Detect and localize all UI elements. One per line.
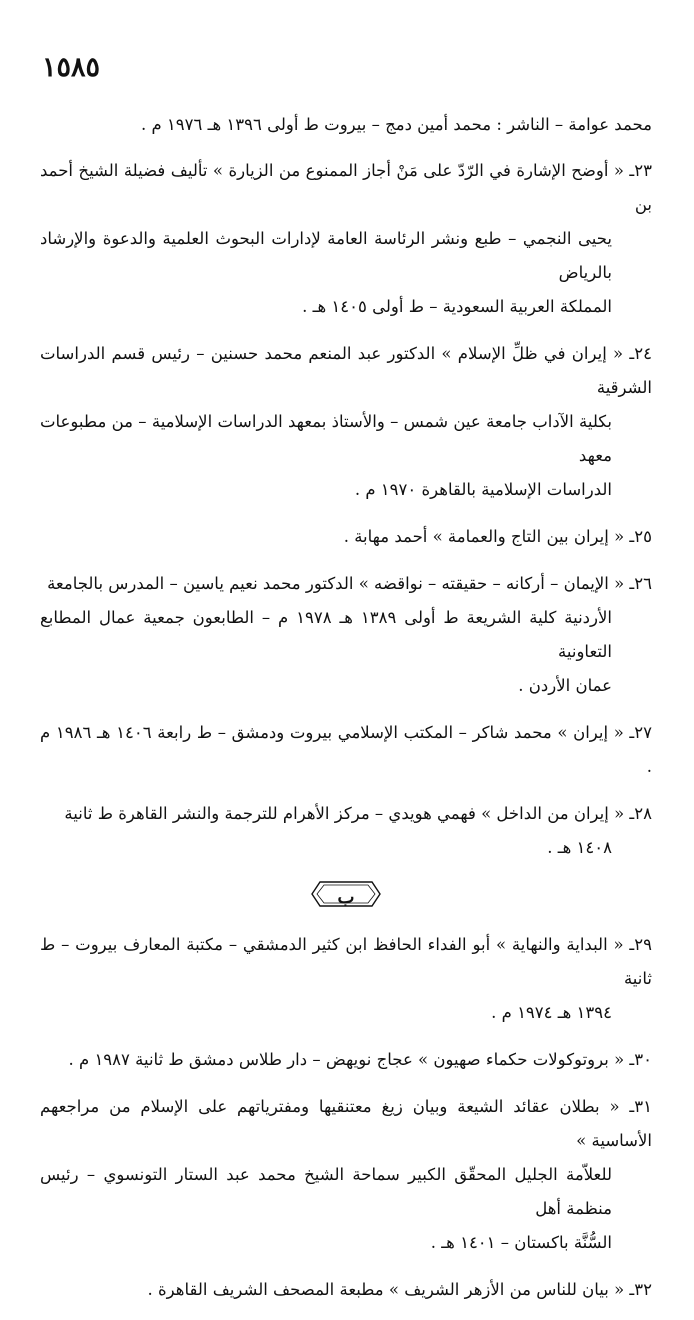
entry-line: ٣١ـ « بطلان عقائد الشيعة وبيان زيغ معتنقيها ومفترياتهم على الإسلام من مراجعهم الأساسية » xyxy=(40,1097,652,1150)
bibliography-entry xyxy=(40,928,652,1030)
bibliography-entry xyxy=(40,520,652,554)
section-marker xyxy=(40,878,652,918)
bibliography-entry xyxy=(40,567,652,703)
bibliography-entry xyxy=(40,716,652,784)
bibliography-entry xyxy=(40,1273,652,1307)
page-number: ١٥٨٥ xyxy=(42,52,101,83)
entry-line: السُّنَّة باكستان – ١٤٠١ هـ . xyxy=(430,1233,612,1252)
bibliography-entry xyxy=(40,1043,652,1077)
entry-line: ١٤٠٨ هـ . xyxy=(547,838,612,857)
bibliography-entry xyxy=(40,108,652,142)
bibliography-entry xyxy=(40,337,652,507)
entry-line: ٣٢ـ « بيان للناس من الأزهر الشريف » مطبعة المصحف الشريف القاهرة . xyxy=(147,1280,652,1299)
entry-line: ١٣٩٤ هـ ١٩٧٤ م . xyxy=(491,1003,612,1022)
entry-line: الدراسات الإسلامية بالقاهرة ١٩٧٠ م . xyxy=(354,480,612,499)
entry-line: ٢٩ـ « البداية والنهاية » أبو الفداء الحافظ ابن كثير الدمشقي – مكتبة المعارف بيروت – ط ثانية xyxy=(40,935,652,988)
bibliography-list-ba xyxy=(40,928,652,1307)
entry-line: ٢٨ـ « إيران من الداخل » فهمي هويدي – مركز الأهرام للترجمة والنشر القاهرة ط ثانية xyxy=(64,804,652,823)
entry-line: ٢٥ـ « إيران بين التاج والعمامة » أحمد مهابة . xyxy=(343,527,652,546)
entry-line: ٢٦ـ « الإيمان – أركانه – حقيقته – نواقضه » الدكتور محمد نعيم ياسين – المدرس بالجامعة xyxy=(47,574,652,593)
entry-line: محمد عوامة – الناشر : محمد أمين دمج – بيروت ط أولى ١٣٩٦ هـ ١٩٧٦ م . xyxy=(140,115,652,134)
entry-line: الأردنية كلية الشريعة ط أولى ١٣٨٩ هـ ١٩٧٨ م – الطابعون جمعية عمال المطابع التعاونية xyxy=(40,608,612,661)
entry-line: ٣٠ـ « بروتوكولات حكماء صهيون » عجاج نويهض – دار طلاس دمشق ط ثانية ١٩٨٧ م . xyxy=(68,1050,652,1069)
entry-line: يحيى النجمي – طبع ونشر الرئاسة العامة لإدارات البحوث العلمية والدعوة والإرشاد بالرياض xyxy=(40,229,612,282)
entry-line: عمان الأردن . xyxy=(518,676,612,695)
entry-line: بكلية الآداب جامعة عين شمس – والأستاذ بمعهد الدراسات الإسلامية – من مطبوعات معهد xyxy=(40,412,612,465)
bibliography-entry xyxy=(40,1090,652,1260)
entry-line: ٢٧ـ « إيران » محمد شاكر – المكتب الإسلامي بيروت ودمشق – ط رابعة ١٤٠٦ هـ ١٩٨٦ م . xyxy=(40,723,653,776)
entry-line: ٢٣ـ « أوضح الإشارة في الرّدّ على مَنْ أجاز الممنوع من الزيارة » تأليف فضيلة الشيخ أحمد بن xyxy=(40,161,652,214)
entry-line: للعلاّمة الجليل المحقّق الكبير سماحة الشيخ محمد عبد الستار التونسوي – رئيس منظمة أهل xyxy=(40,1165,612,1218)
bibliography-list-alif xyxy=(40,108,652,865)
entry-line: ٢٤ـ « إيران في ظلِّ الإسلام » الدكتور عبد المنعم محمد حسنين – رئيس قسم الدراسات الشرقية xyxy=(40,344,652,397)
entry-line: المملكة العربية السعودية – ط أولى ١٤٠٥ هـ . xyxy=(302,297,612,316)
bibliography-content xyxy=(40,108,652,1320)
section-letter: ب xyxy=(337,887,355,908)
bibliography-entry xyxy=(40,797,652,865)
bibliography-entry xyxy=(40,154,652,324)
